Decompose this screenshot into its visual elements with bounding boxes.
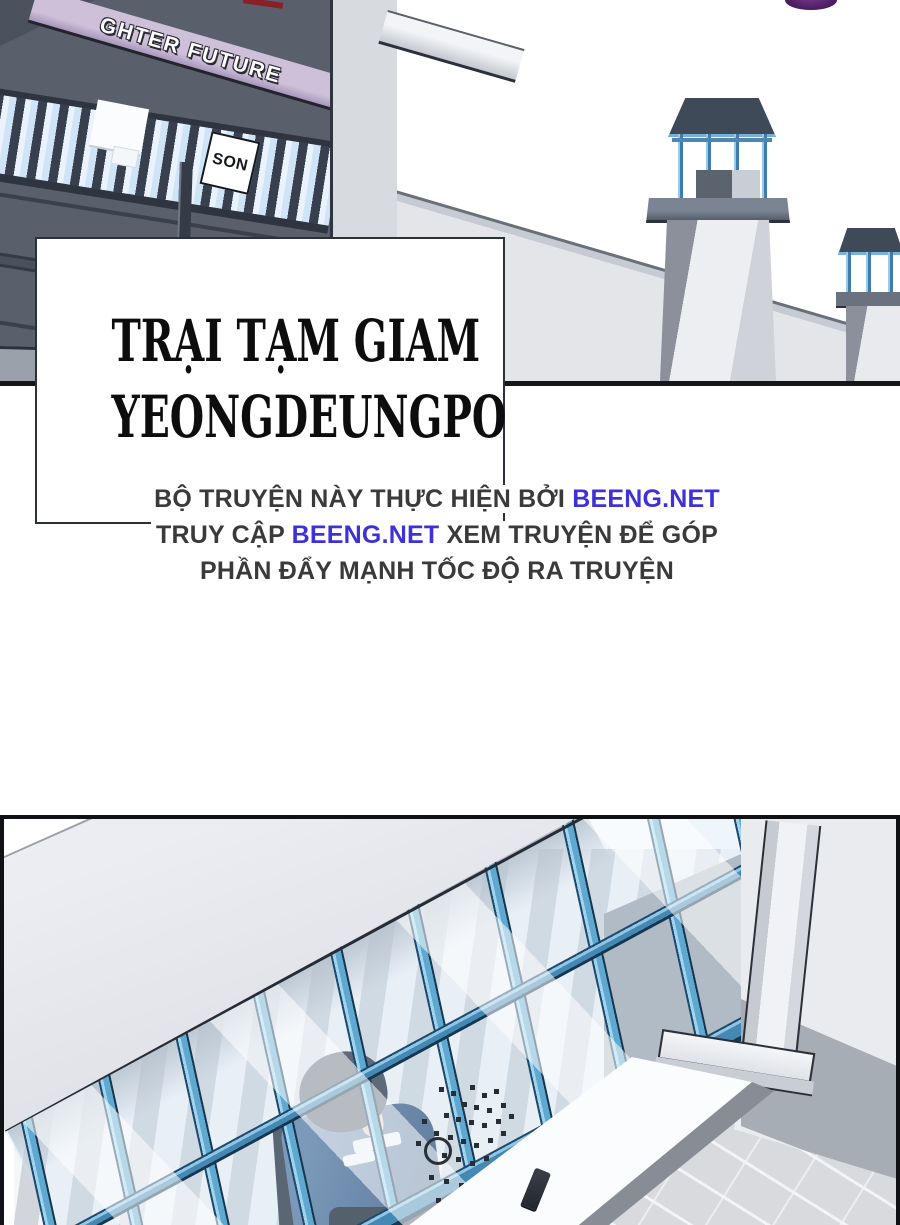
- promo-line-2: [0, 517, 887, 553]
- debris-coil: [424, 1137, 452, 1165]
- beeng-net-link[interactable]: BEENG.NET: [291, 521, 440, 549]
- entrance-canopy: [378, 10, 524, 83]
- translator-note: [0, 481, 887, 589]
- banner-text: GHTER FUTURE: [97, 13, 285, 88]
- caption-line-2: YEONGDEUNGPO: [111, 383, 507, 451]
- promo-line-2-suffix: XEM TRUYỆN ĐỂ GÓP: [439, 521, 718, 549]
- watchtower-roof: [668, 98, 776, 137]
- panel-visiting-room: [0, 815, 900, 1225]
- watchtower-pillar: [660, 220, 776, 381]
- caption-line-1: TRẠI TẠM GIAM: [111, 307, 481, 375]
- beeng-net-link[interactable]: BEENG.NET: [572, 485, 720, 513]
- promo-line-1: [0, 481, 887, 517]
- watchtower-cap: [646, 198, 790, 223]
- watchtower-far-pillar: [846, 306, 900, 381]
- promo-line-1-text: BỘ TRUYỆN NÀY THỰC HIỆN BỞI: [154, 485, 573, 513]
- gate-sign-text: SON: [210, 150, 250, 175]
- watchtower-far-roof: [838, 228, 900, 255]
- promo-line-2-text: TRUY CẬP: [156, 521, 292, 549]
- promo-line-3: PHẦN ĐẨY MẠNH TỐC ĐỘ RA TRUYỆN: [0, 553, 887, 589]
